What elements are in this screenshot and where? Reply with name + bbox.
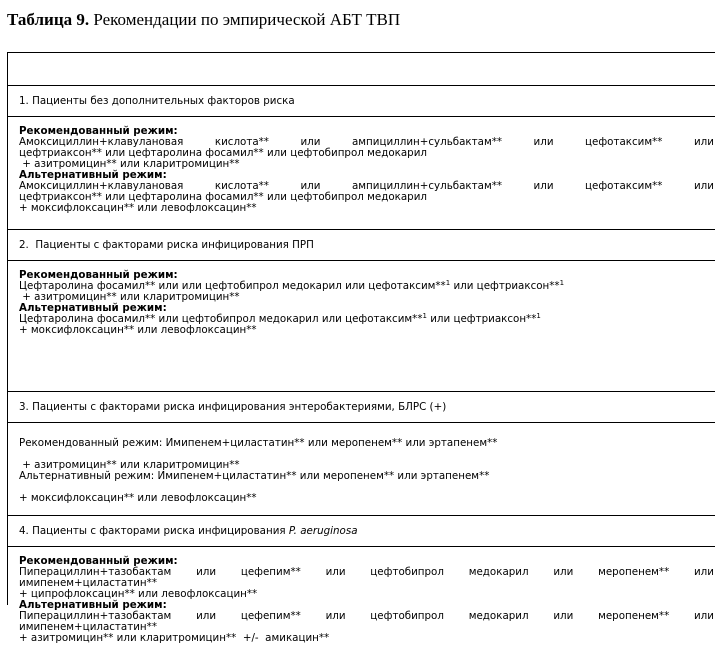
table-number: Таблица 9. — [7, 10, 90, 29]
row2-alt-line1a: Цефтаролина фосамил** или цефтобипрол медокарил или цефотаксим** — [19, 313, 423, 325]
row1-rec-w2: или — [300, 136, 321, 148]
row2-alt-line1b: или цефтриаксон** — [426, 313, 537, 325]
row4-alt-w4: цефтобипрол — [370, 610, 444, 622]
row1-rec-w0: Амоксициллин+клавулановая — [19, 136, 184, 148]
row1-header — [8, 86, 715, 117]
row2-rec-sup2: 1 — [559, 279, 565, 287]
row4-alt-w3: или — [325, 610, 346, 622]
row1-rec-line3: + азитромицин** или кларитромицин** — [19, 158, 240, 170]
row4-alt-w7: меропенем** — [598, 610, 670, 622]
row4-rec-w7: меропенем** — [598, 566, 670, 578]
row1-alt-w5: цефотаксим** — [585, 180, 663, 192]
row1-alt-w6: или — [693, 180, 714, 192]
row4-rec-line3: + ципрофлоксацин** или левофлоксацин** — [19, 588, 258, 600]
row4-rec-w3: или — [325, 566, 346, 578]
row1-content — [8, 117, 715, 230]
row4-alt-w6: или — [553, 610, 574, 622]
row4-alt-w2: цефепим** — [240, 610, 301, 622]
row1-alt-line3: + моксифлоксацин** или левофлоксацин** — [19, 202, 257, 214]
row4-rec-w1: или — [196, 566, 217, 578]
row4-alt-line2: имипенем+циластатин** — [19, 621, 157, 633]
row4-alt-line1 — [19, 611, 714, 622]
row4-alt-w0: Пиперациллин+тазобактам — [19, 610, 172, 622]
row1-alt-line2: цефтриаксон** или цефтаролина фосамил** или цефтобипрол медокарил — [19, 191, 427, 203]
row1-header-text: 1. Пациенты без дополнительных факторов риска — [19, 95, 295, 107]
table-empty-row — [8, 53, 715, 86]
row2-rec-line1b: или цефтриаксон** — [450, 280, 560, 292]
row4-rec-w0: Пиперациллин+тазобактам — [19, 566, 172, 578]
row1-alt-w4: или — [533, 180, 554, 192]
row4-alt-line3: + азитромицин** или кларитромицин** +/- амикацин** — [19, 632, 330, 644]
row4-rec-label: Рекомендованный режим: — [19, 555, 178, 567]
row1-rec-w3: ампициллин+сульбактам** — [351, 136, 503, 148]
table-title — [7, 10, 707, 36]
row1-rec-w4: или — [533, 136, 554, 148]
row2-rec-label: Рекомендованный режим: — [19, 269, 178, 281]
row1-rec-w5: цефотаксим** — [585, 136, 663, 148]
row4-alt-w5: медокарил — [468, 610, 529, 622]
row4-header-prefix: 4. Пациенты с факторами риска инфицирования — [19, 525, 289, 537]
row4-rec-w4: цефтобипрол — [370, 566, 444, 578]
row4-rec-line2: имипенем+циластатин** — [19, 577, 157, 589]
row1-alt-label: Альтернативный режим: — [19, 169, 167, 181]
row4-header-text — [8, 516, 715, 537]
row3-alt-add: + моксифлоксацин** или левофлоксацин** — [19, 492, 257, 504]
row1-rec-line2: цефтриаксон** или цефтаролина фосамил** или цефтобипрол медокарил — [19, 147, 427, 159]
row1-rec-w6: или — [693, 136, 714, 148]
row1-alt-w0: Амоксициллин+клавулановая — [19, 180, 184, 192]
row3-header-text: 3. Пациенты с факторами риска инфицирования энтеробактериями, БЛРС (+) — [19, 401, 447, 413]
table-title-text: Рекомендации по эмпирической АБТ ТВП — [93, 10, 401, 29]
row1-rec-w1: кислота** — [214, 136, 269, 148]
row4-alt-w8: или — [693, 610, 714, 622]
row3-rec-add: + азитромицин** или кларитромицин** — [19, 459, 240, 471]
row4-header-italic: P. aeruginosa — [288, 525, 358, 537]
row2-rec-line2: + азитромицин** или кларитромицин** — [19, 291, 240, 303]
row4-header — [8, 516, 715, 547]
row2-alt-line2: + моксифлоксацин** или левофлоксацин** — [19, 324, 257, 336]
row3-header — [8, 392, 715, 423]
row4-rec-w5: медокарил — [468, 566, 529, 578]
row2-alt-sup1: 1 — [422, 312, 427, 320]
row2-alt-label: Альтернативный режим: — [19, 302, 167, 314]
row2-header — [8, 230, 715, 261]
row3-rec-line: Рекомендованный режим: Имипенем+циластатин** или меропенем** или эртапенем** — [19, 437, 498, 449]
row1-alt-w2: или — [300, 180, 321, 192]
row4-alt-w1: или — [196, 610, 217, 622]
recommendations-table — [7, 52, 715, 644]
row3-alt-line: Альтернативный режим: Имипенем+циластатин** или меропенем** или эртапенем** — [19, 470, 490, 482]
row2-content — [8, 261, 715, 392]
row4-rec-w2: цефепим** — [240, 566, 301, 578]
row4-alt-label: Альтернативный режим: — [19, 599, 167, 611]
row2-rec-line1a: Цефтаролина фосамил** или или цефтобипрол медокарил или цефотаксим** — [19, 280, 446, 292]
row1-alt-w3: ампициллин+сульбактам** — [351, 180, 503, 192]
row4-rec-w8: или — [693, 566, 714, 578]
row2-header-text: 2. Пациенты с факторами риска инфицирования ПРП — [19, 239, 314, 251]
row3-content — [8, 423, 715, 516]
row2-rec-sup1: 1 — [445, 279, 451, 287]
row2-alt-sup2: 1 — [536, 312, 541, 320]
row1-alt-w1: кислота** — [214, 180, 269, 192]
row4-rec-w6: или — [553, 566, 574, 578]
row1-rec-label: Рекомендованный режим: — [19, 125, 178, 137]
